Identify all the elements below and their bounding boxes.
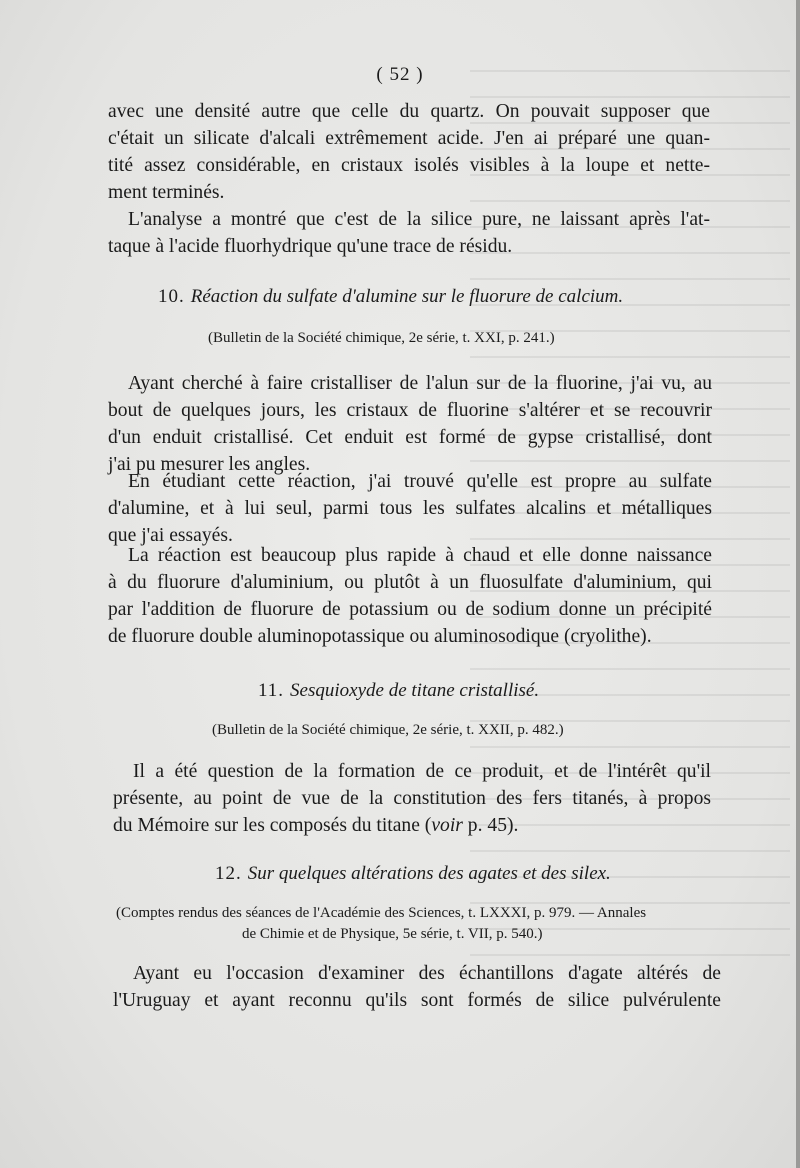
text-fragment: p. 45).	[462, 815, 519, 836]
section-10-reference: (Bulletin de la Société chimique, 2e série, t. XXI, p. 241.)	[208, 330, 555, 346]
section-11-heading	[258, 680, 539, 702]
text-line: L'analyse a montré que c'est de la silice pure, ne laissant après l'at-	[128, 209, 710, 230]
text-line: tité assez considérable, en cristaux isolés visibles à la loupe et nette-	[108, 155, 710, 176]
section-12-paragraph	[113, 960, 721, 1014]
italic-word: voir	[431, 815, 463, 836]
intro-paragraph	[108, 98, 710, 206]
text-line: Ayant eu l'occasion d'examiner des échantillons d'agate altérés de	[133, 963, 721, 984]
text-fragment: du Mémoire sur les composés du titane (	[113, 815, 432, 836]
text-line: par l'addition de fluorure de potassium ou de sodium donne un précipité	[108, 599, 712, 620]
section-title: Sur quelques altérations des agates et des silex.	[247, 863, 611, 884]
section-10-paragraph-2	[108, 468, 712, 549]
text-line: de fluorure double aluminopotassique ou aluminosodique (cryolithe).	[108, 626, 652, 647]
section-title: Sesquioxyde de titane cristallisé.	[290, 680, 540, 701]
text-line: que j'ai essayés.	[108, 525, 233, 546]
page-number: ( 52 )	[376, 64, 424, 85]
section-number: 10.	[158, 286, 185, 307]
text-line: j'ai pu mesurer les angles.	[108, 454, 311, 475]
text-line	[113, 812, 711, 839]
text-line: à du fluorure d'aluminium, ou plutôt à un fluosulfate d'aluminium, qui	[108, 572, 712, 593]
text-line: d'un enduit cristallisé. Cet enduit est formé de gypse cristallisé, dont	[108, 427, 712, 448]
page-edge	[796, 0, 800, 1168]
text-line: d'alumine, et à lui seul, parmi tous les sulfates alcalins et métalliques	[108, 498, 712, 519]
text-line: présente, au point de vue de la constitution des fers titanés, à propos	[113, 788, 711, 809]
text-line: En étudiant cette réaction, j'ai trouvé qu'elle est propre au sulfate	[128, 471, 712, 492]
text-line: La réaction est beaucoup plus rapide à chaud et elle donne naissance	[128, 545, 712, 566]
section-11-reference: (Bulletin de la Société chimique, 2e série, t. XXII, p. 482.)	[212, 722, 564, 738]
section-number: 12.	[215, 863, 242, 884]
section-10-paragraph-3	[108, 542, 712, 650]
section-12-heading	[215, 863, 611, 885]
text-line: ment terminés.	[108, 182, 225, 203]
text-line: l'Uruguay et ayant reconnu qu'ils sont formés de silice pulvérulente	[113, 990, 721, 1011]
section-10-heading	[158, 286, 623, 308]
text-line: taque à l'acide fluorhydrique qu'une trace de résidu.	[108, 236, 513, 257]
text-line: bout de quelques jours, les cristaux de fluorine s'altérer et se recouvrir	[108, 400, 712, 421]
reference-line: (Comptes rendus des séances de l'Académie des Sciences, t. LXXXI, p. 979. — Annales	[116, 905, 647, 921]
text-line: Il a été question de la formation de ce produit, et de l'intérêt qu'il	[133, 761, 711, 782]
section-11-paragraph	[113, 758, 711, 839]
section-10-paragraph-1	[108, 370, 712, 478]
section-number: 11.	[258, 680, 285, 701]
section-12-reference	[116, 903, 646, 945]
analysis-paragraph	[108, 206, 710, 260]
text-line: avec une densité autre que celle du quartz. On pouvait supposer que	[108, 101, 710, 122]
text-line: Ayant cherché à faire cristalliser de l'alun sur de la fluorine, j'ai vu, au	[128, 373, 712, 394]
section-title: Réaction du sulfate d'alumine sur le fluorure de calcium.	[190, 286, 624, 307]
text-line: c'était un silicate d'alcali extrêmement acide. J'en ai préparé une quan-	[108, 128, 710, 149]
reference-line: de Chimie et de Physique, 5e série, t. VII, p. 540.)	[242, 926, 543, 942]
